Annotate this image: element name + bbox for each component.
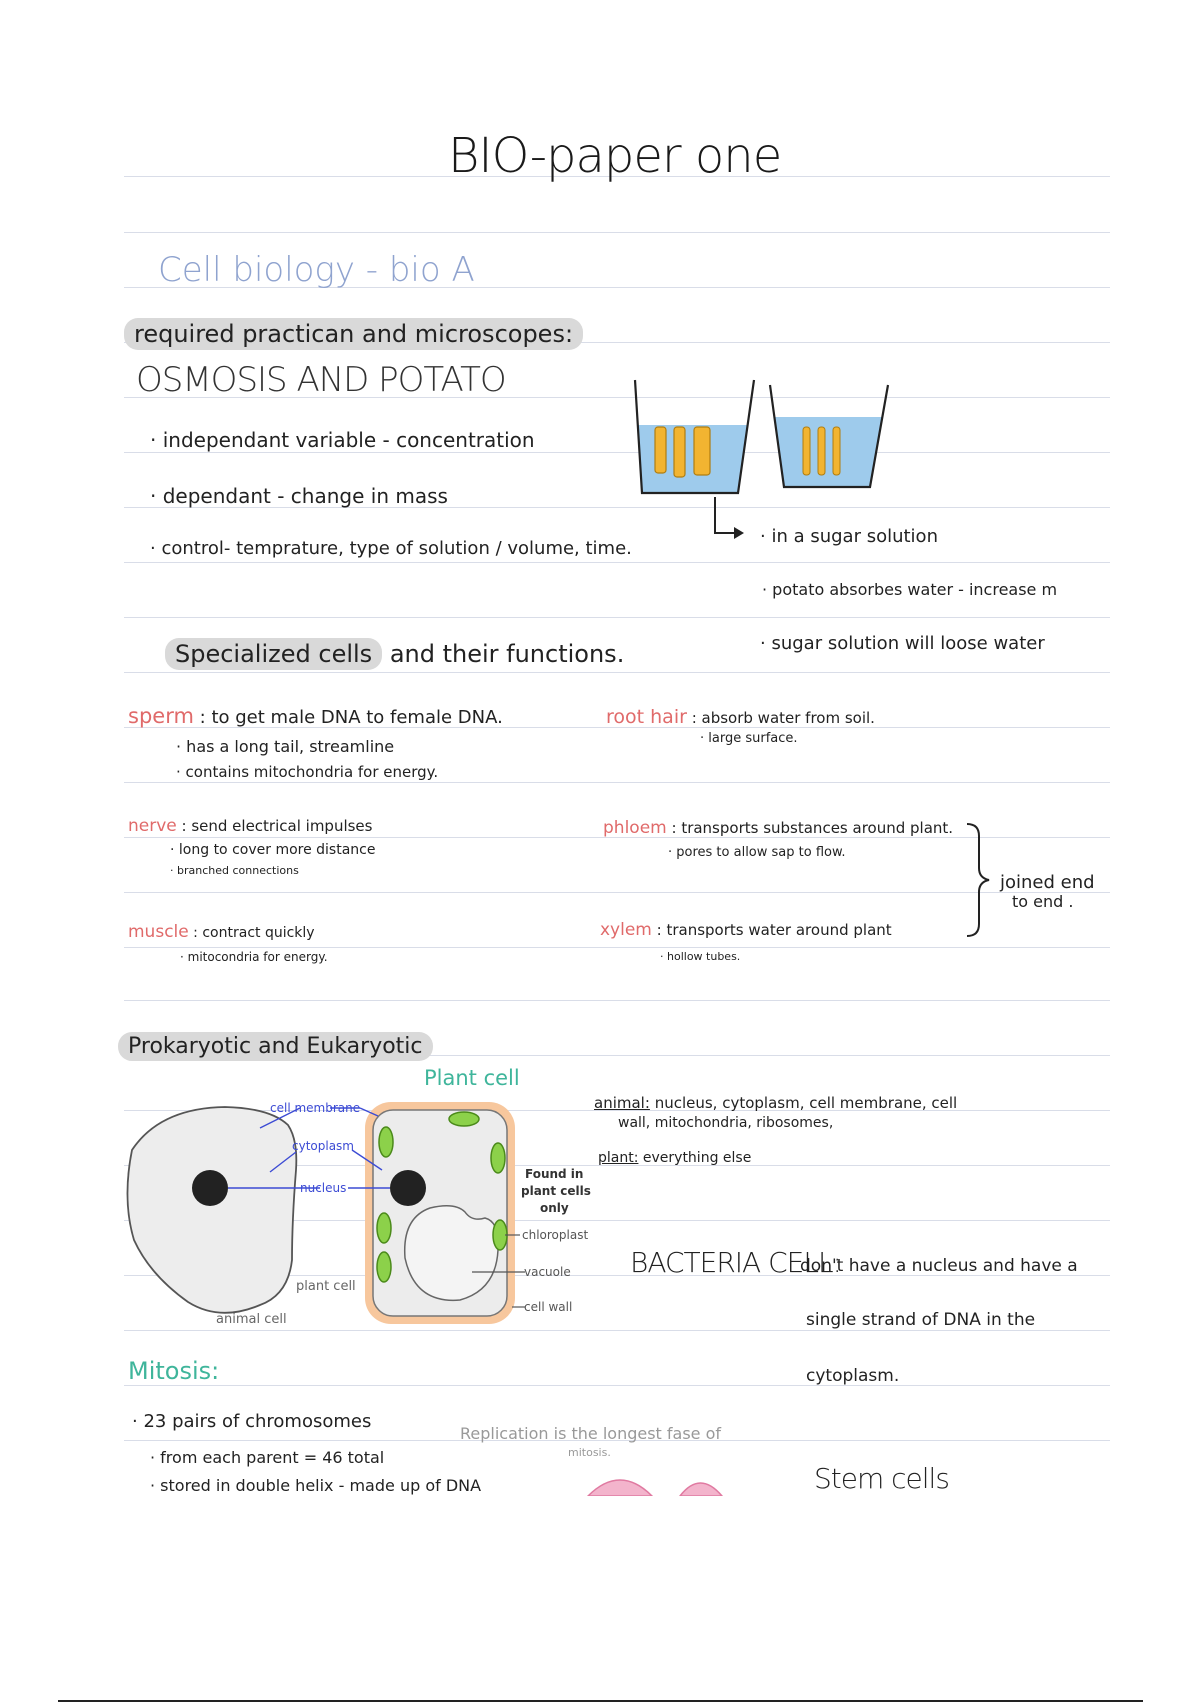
practical-point-text: dependant - change in mass [162, 484, 448, 508]
ruled-line [124, 782, 1110, 783]
cell-division-sketch [680, 1483, 722, 1496]
observation: · sugar solution will loose water [760, 633, 1045, 654]
arrow-head [734, 527, 744, 539]
ruled-line [124, 1385, 1110, 1386]
osmosis-title: OSMOSIS AND POTATO [136, 360, 506, 400]
mitosis-point: · stored in double helix - made up of DNA [150, 1476, 482, 1495]
mitosis-point-text: 23 pairs of chromosomes [143, 1411, 372, 1432]
practical-point: · control- temprature, type of solution / volume, time. [150, 538, 632, 559]
chloroplast [377, 1252, 391, 1282]
observation: · potato absorbes water - increase m [762, 580, 1058, 599]
beaker-water [775, 417, 882, 487]
animal-note-label: animal: [594, 1094, 650, 1112]
chloroplast [449, 1112, 479, 1126]
bacteria-title: BACTERIA CELL: [630, 1246, 841, 1279]
ruled-line [124, 1000, 1110, 1001]
cell-note-text: hollow tubes. [667, 950, 741, 963]
beaker-right [770, 385, 888, 487]
cell-desc: transports water around plant [666, 921, 892, 939]
cell-name: sperm [128, 704, 194, 728]
vacuole [405, 1206, 499, 1301]
label-vacuole: vacuole [524, 1265, 571, 1279]
animal-nucleus [192, 1170, 228, 1206]
cell-note: · has a long tail, streamline [176, 737, 395, 756]
cell-note-text: contains mitochondria for energy. [185, 763, 439, 781]
cell-note: · contains mitochondria for energy. [176, 763, 439, 781]
label-found-in: Found in [525, 1167, 584, 1181]
cell-division-sketch [588, 1480, 652, 1496]
practical-point-text: control- temprature, type of solution / volume, time. [161, 538, 632, 559]
cell-note: · hollow tubes. [660, 950, 741, 963]
cell-note: · large surface. [700, 731, 798, 746]
label-found-in: only [540, 1201, 569, 1215]
ruled-line [124, 892, 1110, 893]
observation-text: sugar solution will loose water [771, 633, 1045, 654]
cell-note-text: long to cover more distance [178, 842, 376, 858]
cell-desc: send electrical impulses [191, 817, 373, 835]
ruled-line [124, 947, 1110, 948]
label-chloroplast: chloroplast [522, 1228, 589, 1242]
plant-cell-title: Plant cell [424, 1066, 520, 1090]
mitosis-point-text: stored in double helix - made up of DNA [160, 1476, 482, 1495]
cell-name: xylem [600, 920, 652, 940]
cell-desc: to get male DNA to female DNA. [211, 707, 503, 728]
pro-eu-heading: Prokaryotic and Eukaryotic [118, 1032, 433, 1061]
cell-entry-phloem: phloem : transports substances around plant. [603, 818, 954, 838]
cell-diagram [120, 1090, 600, 1340]
cell-note: · mitocondria for energy. [180, 950, 328, 964]
cell-desc: contract quickly [202, 925, 315, 941]
bacteria-text: don't have a nucleus and have a [800, 1256, 1078, 1276]
cell-name: phloem [603, 818, 667, 838]
page-title: BIO-paper one [448, 128, 782, 184]
chloroplast [493, 1220, 507, 1250]
animal-note [594, 1094, 957, 1112]
label-plant-cell: plant cell [296, 1279, 356, 1294]
ruled-line [124, 232, 1110, 233]
label-cytoplasm: cytoplasm [292, 1139, 354, 1153]
label-animal-cell: animal cell [216, 1312, 287, 1327]
potato-strip [694, 427, 710, 475]
cell-entry-xylem: xylem : transports water around plant [600, 920, 892, 940]
practical-heading: required practican and microscopes: [124, 318, 583, 350]
label-found-in: plant cells [521, 1184, 591, 1198]
section-title: Cell biology - bio A [158, 250, 475, 290]
chloroplast [379, 1127, 393, 1157]
mitosis-heading: Mitosis: [128, 1357, 220, 1385]
cell-entry-root-hair: root hair : absorb water from soil. [606, 706, 875, 728]
label-cell-membrane: cell membrane [270, 1101, 361, 1115]
observation: · in a sugar solution [760, 526, 938, 547]
replication-note: Replication is the longest fase of [460, 1424, 722, 1443]
cell-note-text: pores to allow sap to flow. [676, 845, 846, 860]
potato-strip [674, 427, 685, 477]
cell-note-text: branched connections [177, 864, 299, 877]
practical-point: · independant variable - concentration [150, 428, 535, 452]
bracket-note: to end . [1012, 892, 1074, 911]
plant-note-text: everything else [642, 1150, 752, 1166]
plant-note-label: plant: [598, 1150, 639, 1166]
ruled-line [124, 617, 1110, 618]
specialised-heading [165, 640, 624, 668]
cell-note-text: mitocondria for energy. [187, 950, 328, 964]
cell-note-text: large surface. [708, 731, 798, 746]
cell-note: · pores to allow sap to flow. [668, 845, 846, 860]
cell-note: · branched connections [170, 864, 299, 877]
stem-cells-heading: Stem cells [814, 1462, 949, 1495]
bracket-note: joined end [1000, 872, 1095, 893]
label-nucleus: nucleus [300, 1181, 347, 1195]
potato-strip [803, 427, 810, 475]
chromosome-drawings [580, 1470, 730, 1496]
beaker-left [635, 380, 754, 493]
specialised-heading-highlight: Specialized cells [165, 638, 382, 670]
cell-name: root hair [606, 706, 687, 728]
observation-text: in a sugar solution [771, 526, 938, 547]
ruled-line [124, 562, 1110, 563]
ruled-line [124, 672, 1110, 673]
potato-strip [655, 427, 666, 473]
bacteria-text: cytoplasm. [806, 1366, 900, 1386]
cell-desc: transports substances around plant. [681, 819, 954, 837]
mitosis-point-text: from each parent = 46 total [160, 1448, 385, 1467]
animal-note-text: nucleus, cytoplasm, cell membrane, cell [654, 1094, 958, 1112]
plant-nucleus [390, 1170, 426, 1206]
cell-entry-sperm: sperm : to get male DNA to female DNA. [128, 704, 503, 728]
bracket [965, 820, 1005, 940]
bacteria-text: single strand of DNA in the [806, 1310, 1036, 1330]
animal-cell [127, 1107, 296, 1313]
cell-note-text: has a long tail, streamline [186, 737, 395, 756]
label-cell-wall: cell wall [524, 1300, 573, 1314]
cell-desc: absorb water from soil. [701, 709, 875, 727]
plant-note [598, 1150, 751, 1166]
cell-entry-muscle: muscle : contract quickly [128, 922, 315, 942]
potato-strip [818, 427, 825, 475]
chloroplast [377, 1213, 391, 1243]
practical-point: · dependant - change in mass [150, 484, 448, 508]
replication-note: mitosis. [568, 1446, 611, 1459]
specialised-heading-rest: and their functions. [389, 640, 625, 668]
potato-strip [833, 427, 840, 475]
animal-note-cont: wall, mitochondria, ribosomes, [618, 1115, 834, 1131]
mitosis-point: · 23 pairs of chromosomes [132, 1411, 372, 1432]
practical-point-text: independant variable - concentration [162, 428, 535, 452]
ruled-line [124, 452, 1110, 453]
cell-name: nerve [128, 816, 177, 836]
chloroplast [491, 1143, 505, 1173]
mitosis-point: · from each parent = 46 total [150, 1448, 385, 1467]
cell-name: muscle [128, 922, 189, 942]
observation-text: potato absorbes water - increase m [772, 580, 1058, 599]
cell-note: · long to cover more distance [170, 842, 376, 858]
cell-entry-nerve: nerve : send electrical impulses [128, 816, 373, 836]
